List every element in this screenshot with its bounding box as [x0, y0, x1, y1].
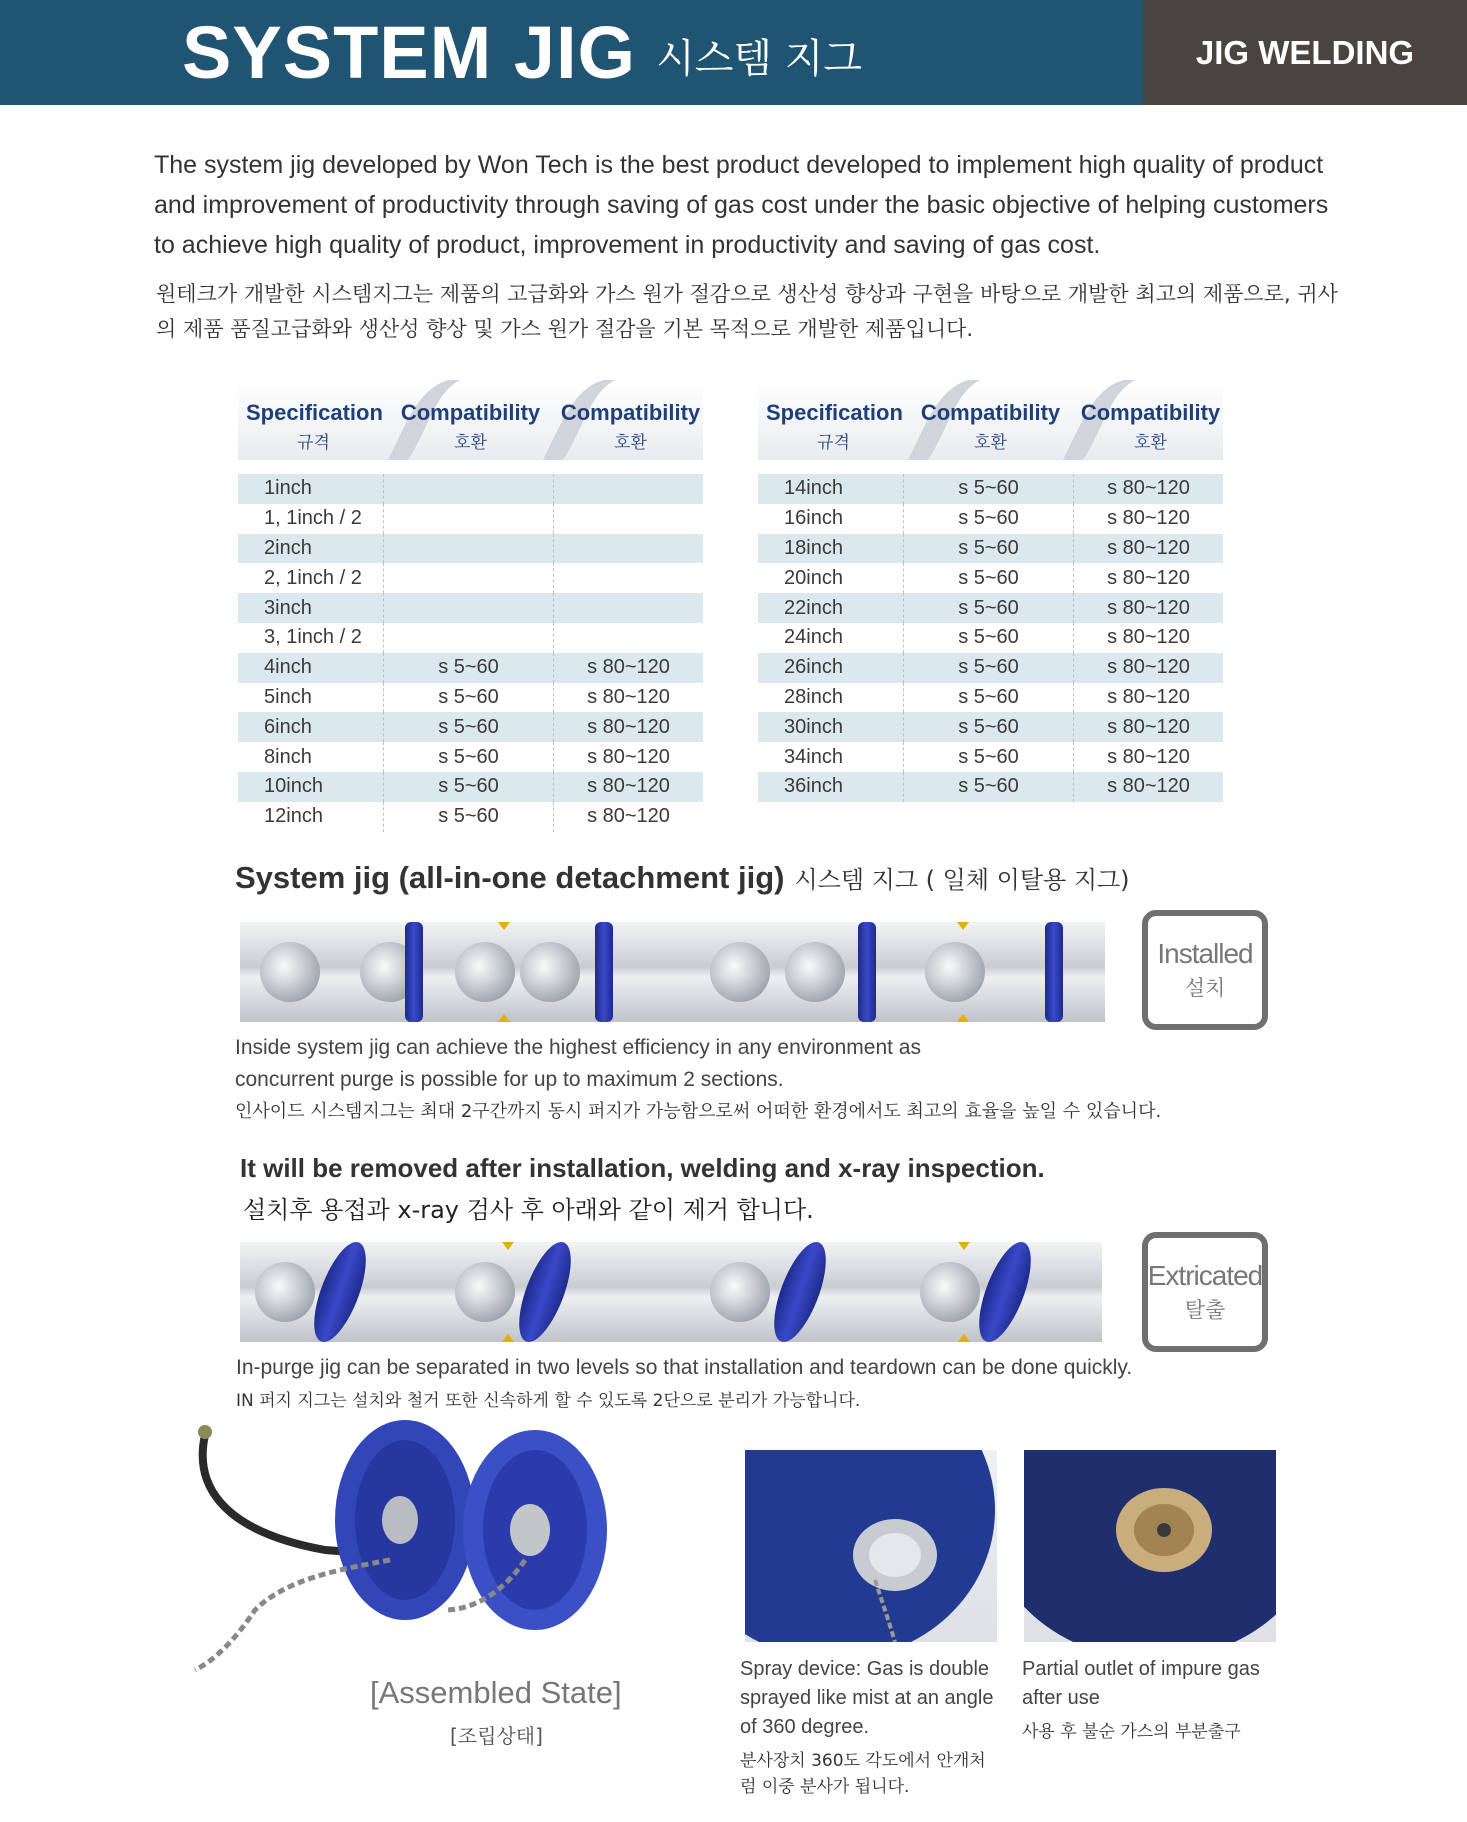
- spec-row: [238, 742, 703, 772]
- removal-title-ko: 설치후 용접과 x-ray 검사 후 아래와 같이 제거 합니다.: [243, 1196, 814, 1224]
- compat1-header-en: Compatibility: [920, 400, 1061, 425]
- weld-marker-bottom: [498, 1014, 510, 1022]
- spec-row: [238, 712, 703, 742]
- compat2-cell: s 80~120: [587, 805, 670, 828]
- assembled-state-label: [Assembled State]: [370, 1675, 622, 1710]
- spec-row: [758, 683, 1223, 713]
- spec-size-cell: 8inch: [238, 742, 384, 772]
- spec-row: [238, 534, 703, 564]
- spec-row: [238, 504, 703, 534]
- spec-row: [238, 802, 703, 832]
- extricated-badge-en: Extricated: [1147, 1260, 1263, 1291]
- spec-size-cell: 24inch: [758, 623, 904, 653]
- jig-plug-image: [455, 942, 515, 1002]
- spec-row: [238, 563, 703, 593]
- compat1-cell: s 5~60: [384, 742, 554, 772]
- spec-size-cell: 5inch: [238, 683, 384, 713]
- compat1-cell: s 5~60: [384, 802, 554, 832]
- spec-header-ko: 규격: [297, 433, 330, 453]
- compat2-cell: [554, 593, 703, 623]
- removal-desc-ko: IN 퍼지 지그는 설치와 철거 또한 신속하게 할 수 있도록 2단으로 분리가 가능합니다.: [236, 1391, 861, 1411]
- spec-size-cell: 3, 1inch / 2: [238, 623, 384, 653]
- spec-size-cell: 26inch: [758, 653, 904, 683]
- spec-row: [238, 683, 703, 713]
- compat2-cell: s 80~120: [1107, 715, 1190, 738]
- compat2-cell: s 80~120: [1107, 507, 1190, 530]
- spec-table-right: [758, 380, 1223, 802]
- extricated-jig-illustration: [240, 1242, 1102, 1342]
- compat1-cell: s 5~60: [904, 474, 1074, 504]
- outlet-caption-ko: 사용 후 불순 가스의 부분출구: [1022, 1722, 1241, 1742]
- compat1-cell: s 5~60: [904, 504, 1074, 534]
- spec-size-cell: 6inch: [238, 712, 384, 742]
- spec-column-header: [246, 400, 381, 453]
- removal-title-en: It will be removed after installation, welding and x-ray inspection.: [240, 1153, 1045, 1183]
- jig-plug-image: [785, 942, 845, 1002]
- spec-row: [758, 623, 1223, 653]
- spec-row: [238, 772, 703, 802]
- compat2-header-en: Compatibility: [1080, 400, 1221, 425]
- spec-column-header: [766, 400, 901, 453]
- spec-size-cell: 28inch: [758, 683, 904, 713]
- compat1-cell: s 5~60: [384, 683, 554, 713]
- assembled-state-label-ko: [조립상태]: [450, 1724, 543, 1748]
- compat1-cell: [384, 474, 554, 504]
- compat1-cell: s 5~60: [904, 593, 1074, 623]
- jig-plug-image: [520, 942, 580, 1002]
- compat2-cell: [554, 504, 703, 534]
- spec-size-cell: 2, 1inch / 2: [238, 563, 384, 593]
- compat2-column-header: [558, 400, 703, 453]
- category-tag: JIG WELDING: [1195, 33, 1415, 71]
- compat1-cell: s 5~60: [384, 712, 554, 742]
- spec-size-cell: 16inch: [758, 504, 904, 534]
- compat1-header-ko: 호환: [974, 433, 1007, 453]
- spec-size-cell: 4inch: [238, 653, 384, 683]
- blue-seal-ring: [405, 922, 423, 1022]
- compat2-header-ko: 호환: [614, 433, 647, 453]
- compat2-cell: [554, 474, 703, 504]
- compat2-cell: s 80~120: [1107, 477, 1190, 500]
- jig-plug-image: [260, 942, 320, 1002]
- spray-device-photo: [745, 1450, 997, 1642]
- compat1-column-header: [398, 400, 543, 453]
- extricated-badge: [1142, 1232, 1268, 1352]
- outlet-caption: Partial outlet of impure gas after use: [1022, 1658, 1260, 1709]
- page-title: SYSTEM JIG: [182, 11, 637, 94]
- compat1-cell: s 5~60: [904, 712, 1074, 742]
- compat1-cell: [384, 534, 554, 564]
- blue-seal-ring: [858, 922, 876, 1022]
- compat2-header-en: Compatibility: [560, 400, 701, 425]
- spec-row: [758, 534, 1223, 564]
- page-title-korean: 시스템 지그: [656, 36, 863, 82]
- blue-seal-ring: [509, 1242, 581, 1342]
- jig-plug-image: [255, 1262, 315, 1322]
- spec-size-cell: 1, 1inch / 2: [238, 504, 384, 534]
- spray-device-image: [745, 1450, 997, 1642]
- impure-gas-outlet-photo: [1024, 1450, 1276, 1642]
- spec-row: [758, 712, 1223, 742]
- weld-marker-bottom: [502, 1334, 514, 1342]
- compat2-cell: s 80~120: [1107, 685, 1190, 708]
- spec-size-cell: 34inch: [758, 742, 904, 772]
- spec-size-cell: 22inch: [758, 593, 904, 623]
- spec-row: [758, 563, 1223, 593]
- spec-table-header: [238, 380, 703, 460]
- compat2-cell: s 80~120: [587, 656, 670, 679]
- jig-plug-image: [920, 1262, 980, 1322]
- weld-marker-top: [958, 1242, 970, 1250]
- weld-marker-top: [957, 922, 969, 930]
- installed-badge-ko: 설치: [1184, 976, 1226, 1000]
- compat2-cell: s 80~120: [587, 745, 670, 768]
- installed-jig-illustration: [240, 922, 1105, 1022]
- extricated-badge-ko: 탈출: [1184, 1298, 1226, 1322]
- compat1-cell: s 5~60: [904, 772, 1074, 802]
- compat2-cell: s 80~120: [587, 715, 670, 738]
- spec-header-en: Specification: [246, 400, 383, 425]
- compat2-cell: [554, 623, 703, 653]
- spec-row: [238, 623, 703, 653]
- spec-size-cell: 12inch: [238, 802, 384, 832]
- compat2-column-header: [1078, 400, 1223, 453]
- compat1-cell: s 5~60: [904, 683, 1074, 713]
- system-jig-desc-line1: Inside system jig can achieve the highest efficiency in any environment as: [235, 1036, 921, 1059]
- compat2-cell: s 80~120: [1107, 626, 1190, 649]
- jig-plug-image: [710, 1262, 770, 1322]
- compat1-cell: s 5~60: [904, 653, 1074, 683]
- compat2-cell: s 80~120: [1107, 775, 1190, 798]
- weld-marker-bottom: [957, 1014, 969, 1022]
- compat2-cell: s 80~120: [587, 775, 670, 798]
- blue-seal-ring: [595, 922, 613, 1022]
- compat1-header-ko: 호환: [454, 433, 487, 453]
- assembled-jig-photo: [175, 1420, 645, 1680]
- spray-device-caption: Spray device: Gas is double sprayed like mist at an angle of 360 degree.: [740, 1658, 994, 1738]
- compat2-header-ko: 호환: [1134, 433, 1167, 453]
- installed-badge: [1142, 910, 1268, 1030]
- compat1-header-en: Compatibility: [400, 400, 541, 425]
- spec-row: [238, 474, 703, 504]
- gas-outlet-image: [1024, 1450, 1276, 1642]
- removal-desc-en: In-purge jig can be separated in two levels so that installation and teardown can be done quickly.: [236, 1356, 1133, 1379]
- compat2-cell: s 80~120: [587, 685, 670, 708]
- weld-marker-bottom: [958, 1334, 970, 1342]
- compat2-cell: [554, 534, 703, 564]
- system-jig-desc-line2: concurrent purge is possible for up to maximum 2 sections.: [235, 1068, 784, 1091]
- system-jig-title-ko: 시스템 지그 ( 일체 이탈용 지그): [794, 866, 1130, 894]
- spec-header-ko: 규격: [817, 433, 850, 453]
- spray-device-caption-ko: 분사장치 360도 각도에서 안개처럼 이중 분사가 됩니다.: [740, 1751, 986, 1797]
- weld-marker-top: [498, 922, 510, 930]
- installed-badge-en: Installed: [1157, 938, 1253, 969]
- spec-header-en: Specification: [766, 400, 903, 425]
- intro-korean: 원테크가 개발한 시스템지그는 제품의 고급화와 가스 원가 절감으로 생산성 향상과 구현을 바탕으로 개발한 최고의 제품으로, 귀사의 제품 품질고급화와 생산성 향상 및 가스 원가 절감을 기본 목적으로 개발한 제품입니다.: [156, 282, 1338, 341]
- removal-description: [236, 1352, 1136, 1417]
- spec-size-cell: 10inch: [238, 772, 384, 802]
- spec-size-cell: 3inch: [238, 593, 384, 623]
- system-jig-title: [235, 860, 1130, 896]
- system-jig-desc-korean: 인사이드 시스템지그는 최대 2구간까지 동시 퍼지가 가능함으로써 어떠한 환경에서도 최고의 효율을 높일 수 있습니다.: [235, 1101, 1162, 1122]
- spec-row: [758, 742, 1223, 772]
- spec-row: [238, 653, 703, 683]
- system-jig-description: [235, 1032, 921, 1096]
- intro-english: The system jig developed by Won Tech is the best product developed to implement high quality of product and improvement of productivity through saving of gas cost under the basic objective of helping customers to achieve high quality of product, improvement in productivity and saving of gas cost.: [154, 151, 1329, 259]
- compat1-cell: [384, 563, 554, 593]
- spec-size-cell: 2inch: [238, 534, 384, 564]
- compat1-cell: [384, 504, 554, 534]
- weld-marker-top: [502, 1242, 514, 1250]
- spec-table-body: [758, 474, 1223, 802]
- spec-row: [758, 593, 1223, 623]
- spec-row: [758, 653, 1223, 683]
- spec-size-cell: 18inch: [758, 534, 904, 564]
- compat1-cell: s 5~60: [384, 772, 554, 802]
- spec-table-header: [758, 380, 1223, 460]
- compat2-cell: s 80~120: [1107, 566, 1190, 589]
- jig-plug-image: [455, 1262, 515, 1322]
- spec-size-cell: 1inch: [238, 474, 384, 504]
- header-banner: [0, 0, 1467, 105]
- compat2-cell: s 80~120: [1107, 656, 1190, 679]
- blue-seal-ring: [764, 1242, 836, 1342]
- compat1-cell: [384, 593, 554, 623]
- compat2-cell: s 80~120: [1107, 745, 1190, 768]
- compat1-column-header: [918, 400, 1063, 453]
- spec-size-cell: 14inch: [758, 474, 904, 504]
- compat2-cell: s 80~120: [1107, 536, 1190, 559]
- compat1-cell: s 5~60: [904, 534, 1074, 564]
- compat1-cell: s 5~60: [904, 563, 1074, 593]
- spec-row: [758, 772, 1223, 802]
- spec-size-cell: 20inch: [758, 563, 904, 593]
- spec-table-left: [238, 380, 703, 832]
- jig-plug-image: [925, 942, 985, 1002]
- compat1-cell: [384, 623, 554, 653]
- compat1-cell: s 5~60: [904, 742, 1074, 772]
- header-title-area: [0, 0, 1143, 105]
- spec-row: [758, 474, 1223, 504]
- header-tag-area: [1143, 0, 1467, 105]
- system-jig-title-en: System jig (all-in-one detachment jig): [235, 860, 785, 895]
- spec-row: [758, 504, 1223, 534]
- jig-plug-image: [710, 942, 770, 1002]
- spec-table-body: [238, 474, 703, 832]
- spec-size-cell: 30inch: [758, 712, 904, 742]
- spec-row: [238, 593, 703, 623]
- blue-seal-ring: [1045, 922, 1063, 1022]
- compat2-cell: s 80~120: [1107, 596, 1190, 619]
- spec-size-cell: 36inch: [758, 772, 904, 802]
- compat1-cell: s 5~60: [904, 623, 1074, 653]
- compat1-cell: s 5~60: [384, 653, 554, 683]
- compat2-cell: [554, 563, 703, 593]
